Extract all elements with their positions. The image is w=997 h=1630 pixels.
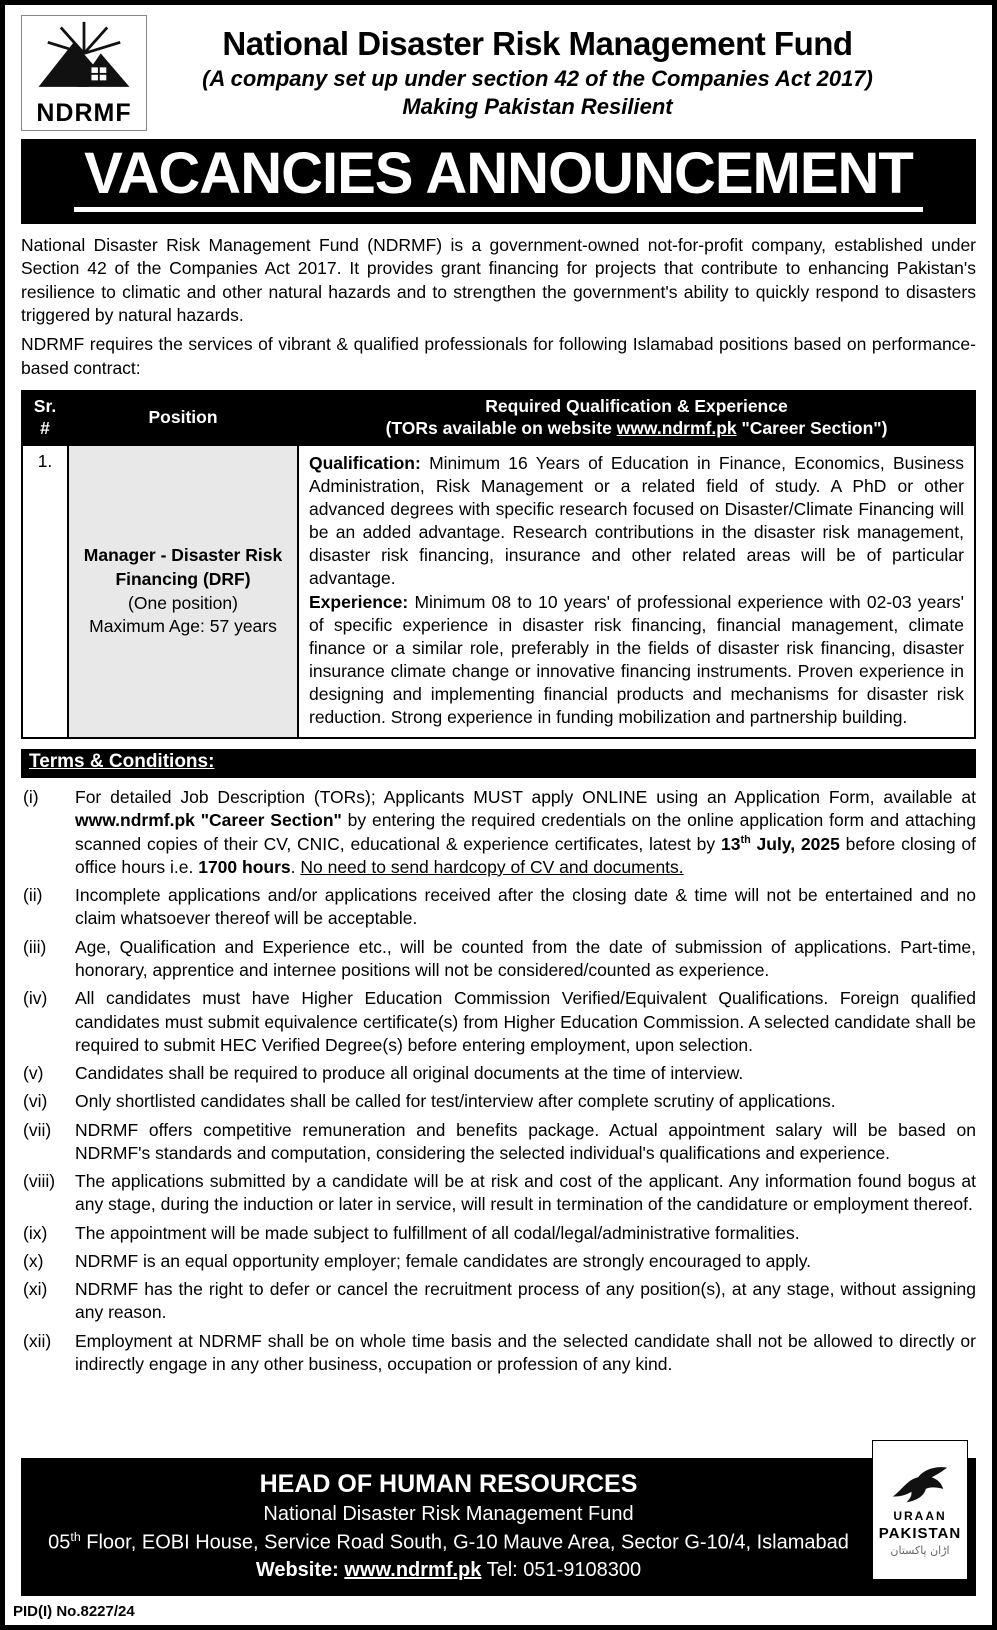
- term-item: [21, 1090, 976, 1113]
- header: [21, 15, 976, 131]
- term-item: [21, 936, 976, 983]
- term-number: (viii): [23, 1171, 56, 1192]
- term-item: [21, 1250, 976, 1273]
- footer-tel: Tel: 051-9108300: [481, 1559, 642, 1581]
- qual-header-line1: Required Qualification & Experience: [485, 396, 788, 417]
- experience-text: Minimum 08 to 10 years' of professional experience with 02-03 years' of specific experience in disaster risk financing, financial management, climate finance or a similar role, preferably in the fields of disaster risk financing, disaster insurance climate change or innovative financing instruments. Proven experience in designing and implementing financial products and mechanisms for disaster risk reduction. Strong experience in funding mobilization and partnership building.: [309, 591, 964, 728]
- position-title: Manager - Disaster Risk Financing (DRF): [83, 545, 283, 589]
- qualification-text: Minimum 16 Years of Education in Finance, Economics, Business Administration, Risk Management or a related field of study. A PhD or other advanced degrees with specific research focused on Disaster/Climate Financing will be an added advantage. Research contributions in the disaster risk management, disaster risk financing, insurance and other related areas will be of particular advantage.: [309, 453, 964, 589]
- term-text: NDRMF is an equal opportunity employer; female candidates are strongly encouraged to apply.: [75, 1250, 812, 1271]
- term-text: Incomplete applications and/or applications received after the closing date & time will not be entertained and no claim whatsoever thereof will be acceptable.: [75, 885, 976, 929]
- org-title: National Disaster Risk Management Fund: [222, 24, 853, 62]
- term-item: [21, 1278, 976, 1325]
- qual-header-line2: [305, 418, 968, 440]
- term-item: [21, 1330, 976, 1377]
- term-text: Candidates shall be required to produce all original documents at the time of interview.: [75, 1063, 744, 1084]
- intro-paragraph-2: NDRMF requires the services of vibrant & qualified professionals for following Islamabad positions based on performance-based contract:: [21, 334, 976, 378]
- pid-number: PID(I) No.8227/24: [13, 1603, 135, 1620]
- term-text: For detailed Job Description (TORs); Applicants MUST apply ONLINE using an Application Form, available at www.ndrmf.pk "Career Section" by entering the required credentials on the online application form and attaching scanned copies of their CV, CNIC, educational & experience certificates, latest by 13th July, 2025 before closing of office hours i.e. 1700 hours. No need to send hardcopy of CV and documents.: [75, 787, 976, 877]
- term-item: [21, 1062, 976, 1085]
- experience-paragraph: [309, 591, 964, 730]
- col-header-position: Position: [68, 391, 298, 445]
- sr-cell: 1.: [22, 445, 68, 738]
- term-text: Age, Qualification and Experience etc., will be counted from the date of submission of applications. Part-time, honorary, apprentice and internee positions will not be considered/counted as experience.: [75, 936, 976, 980]
- footer-address-pre: 05: [48, 1532, 71, 1554]
- footer-address-sup: th: [70, 1530, 81, 1545]
- position-max-age: Maximum Age: 57 years: [89, 616, 277, 637]
- uraan-pakistan-text: PAKISTAN: [878, 1525, 962, 1543]
- eagle-icon: [889, 1463, 951, 1507]
- term-number: (iv): [23, 988, 48, 1009]
- term-number: (xi): [23, 1279, 48, 1300]
- term-text: The appointment will be made subject to fulfillment of all codal/legal/administrative formalities.: [75, 1222, 800, 1243]
- table-header-row: [22, 391, 975, 445]
- terms-heading: Terms & Conditions:: [29, 751, 215, 773]
- header-text: [159, 26, 976, 120]
- term-number: (vii): [23, 1119, 52, 1140]
- term-number: (xii): [23, 1330, 52, 1351]
- footer-address: [41, 1530, 856, 1555]
- term-text: NDRMF has the right to defer or cancel the recruitment process of any position(s), at any stage, without assigning any reason.: [75, 1279, 976, 1323]
- term-item: [21, 1119, 976, 1166]
- ndrmf-logo: [21, 15, 147, 131]
- terms-list: [21, 786, 976, 1381]
- qual-header-post: "Career Section"): [736, 418, 888, 439]
- col-header-sr: Sr. #: [22, 391, 68, 445]
- term-item: [21, 786, 976, 879]
- uraan-pakistan-logo: [872, 1440, 968, 1580]
- position-cell: [68, 445, 298, 738]
- term-text: Employment at NDRMF shall be on whole time basis and the selected candidate shall not be allowed to directly or indirectly engage in any other business, occupation or profession of any kind.: [75, 1330, 976, 1374]
- footer-title: HEAD OF HUMAN RESOURCES: [259, 1470, 638, 1499]
- terms-heading-bar: [21, 749, 976, 778]
- qualification-label: Qualification:: [309, 453, 421, 473]
- qual-header-pre: (TORs available on website: [385, 418, 617, 439]
- vacancies-banner-text: VACANCIES ANNOUNCEMENT: [74, 143, 923, 212]
- col-header-qualification: [298, 391, 975, 445]
- sunburst-icon: [48, 22, 120, 54]
- term-text: All candidates must have Higher Education Commission Verified/Equivalent Qualifications. Foreign qualified candidates must submit equivalence certificate(s) from Higher Education Commission. A selected candidate shall be required to submit HEC Verified Degree(s) before entering employment, upon selection.: [75, 988, 976, 1055]
- uraan-urdu-text: اڑان پاکستان: [890, 1544, 950, 1558]
- vacancies-banner: [21, 139, 976, 224]
- term-number: (ii): [23, 885, 43, 906]
- term-number: (vi): [23, 1091, 48, 1112]
- qualification-paragraph: [309, 452, 964, 591]
- term-text: NDRMF offers competitive remuneration and benefits package. Actual appointment salary will be based on NDRMF's standards and computation, considering the selected individual's qualifications and experience.: [75, 1119, 976, 1163]
- footer-address-post: Floor, EOBI House, Service Road South, G-10 Mauve Area, Sector G-10/4, Islamabad: [80, 1532, 849, 1554]
- term-item: [21, 1222, 976, 1245]
- position-count: (One position): [128, 592, 238, 613]
- org-tagline: Making Pakistan Resilient: [402, 94, 673, 120]
- website-link-text: www.ndrmf.pk: [616, 418, 737, 439]
- footer-website: www.ndrmf.pk: [344, 1559, 482, 1581]
- term-number: (iii): [23, 936, 47, 957]
- term-number: (ix): [23, 1222, 48, 1243]
- org-subtitle: (A company set up under section 42 of the Companies Act 2017): [202, 66, 873, 92]
- term-item: [21, 884, 976, 931]
- term-text: Only shortlisted candidates shall be called for test/interview after complete scrutiny of applications.: [75, 1091, 836, 1112]
- term-number: (x): [23, 1250, 44, 1271]
- term-item: [21, 987, 976, 1057]
- footer-contact: [41, 1559, 856, 1582]
- intro-paragraph-1: National Disaster Risk Management Fund (NDRMF) is a government-owned not-for-profit company, established under Section 42 of the Companies Act 2017. It provides grant financing for projects that contribute to enhancing Pakistan's resilience to climatic and other natural hazards and to strengthen the government's ability to quickly respond to disasters triggered by natural hazards.: [21, 234, 976, 325]
- footer-website-label: Website:: [255, 1559, 345, 1581]
- position-row: [22, 445, 975, 738]
- ndrmf-logo-text: NDRMF: [36, 99, 132, 127]
- term-item: [21, 1170, 976, 1217]
- ndrmf-logo-icon: [32, 20, 136, 98]
- footer-org: National Disaster Risk Management Fund: [263, 1503, 634, 1526]
- experience-label: Experience:: [309, 591, 409, 612]
- uraan-text: URAAN: [893, 1509, 947, 1524]
- qualification-cell: [298, 445, 975, 738]
- term-text: The applications submitted by a candidate will be at risk and cost of the applicant. Any information found bogus at any stage, during the induction or later in service, will result in termination of the candidature or employment thereof.: [75, 1171, 976, 1215]
- positions-table: [21, 390, 976, 739]
- footer: [21, 1458, 976, 1596]
- term-number: (v): [23, 1063, 44, 1084]
- term-number: (i): [23, 787, 39, 808]
